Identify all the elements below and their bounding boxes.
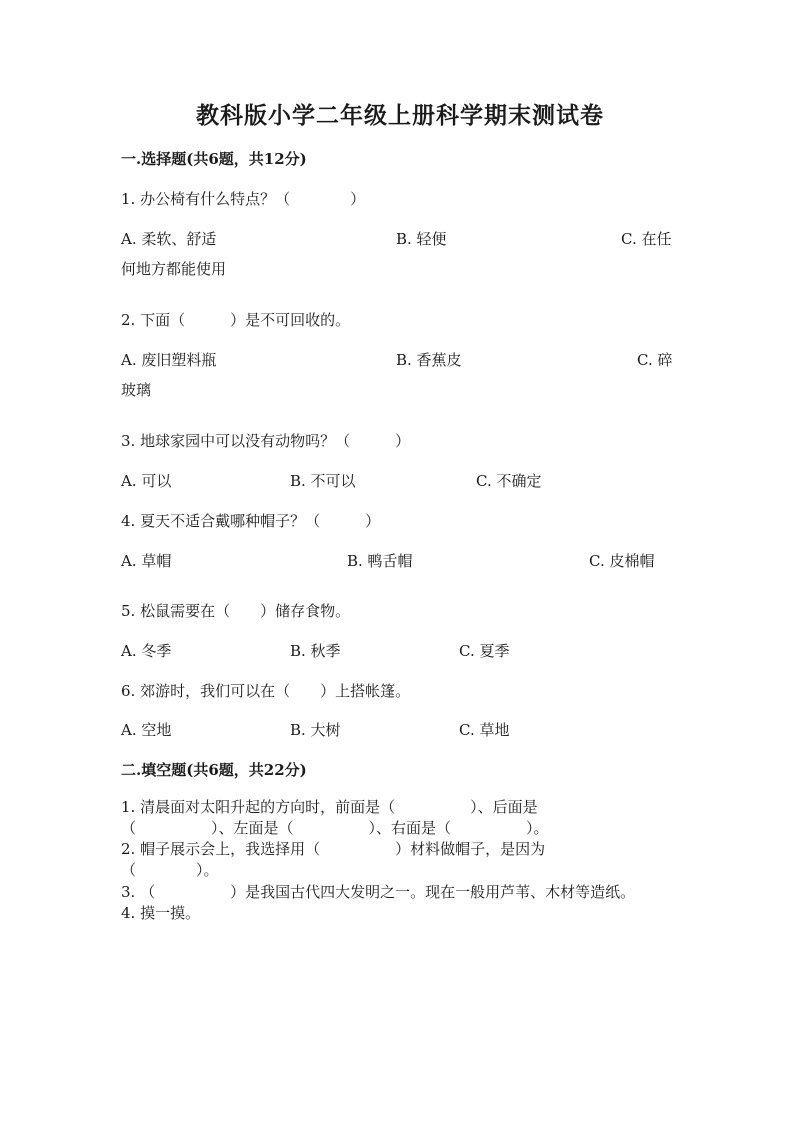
- fill-line-6: 4. 摸一摸。: [121, 904, 201, 922]
- question-3-option-b: B. 不可以: [290, 472, 356, 490]
- fill-line-5: 3. （ ）是我国古代四大发明之一。现在一般用芦苇、木材等造纸。: [121, 883, 636, 901]
- question-6-stem: 6. 郊游时，我们可以在（ ）上搭帐篷。: [121, 682, 411, 700]
- question-4-stem: 4. 夏天不适合戴哪种帽子？（ ）: [121, 512, 381, 530]
- question-1-stem: 1. 办公椅有什么特点？（ ）: [121, 190, 366, 208]
- question-2-option-c-wrap: 玻璃: [121, 381, 152, 399]
- question-6-option-b: B. 大树: [290, 721, 341, 739]
- fill-line-4: （ ）。: [121, 861, 219, 879]
- question-3-stem: 3. 地球家园中可以没有动物吗？（ ）: [121, 432, 411, 450]
- question-1-option-c: C. 在任: [621, 230, 672, 248]
- question-2-option-b: B. 香蕉皮: [396, 351, 462, 369]
- question-3-option-a: A. 可以: [121, 472, 172, 490]
- question-5-option-b: B. 秋季: [290, 642, 341, 660]
- question-5-option-c: C. 夏季: [459, 642, 510, 660]
- fill-line-1: 1. 清晨面对太阳升起的方向时，前面是（ ）、后面是: [121, 798, 538, 816]
- page-title: 教科版小学二年级上册科学期末测试卷: [196, 102, 604, 129]
- question-1-option-c-wrap: 何地方都能使用: [121, 260, 227, 278]
- question-6-option-c: C. 草地: [459, 721, 510, 739]
- question-4-option-a: A. 草帽: [121, 552, 172, 570]
- question-2-option-c: C. 碎: [637, 351, 673, 369]
- question-6-option-a: A. 空地: [121, 721, 172, 739]
- question-4-option-b: B. 鸭舌帽: [347, 552, 413, 570]
- question-1-option-b: B. 轻便: [396, 230, 447, 248]
- question-2-stem: 2. 下面（ ）是不可回收的。: [121, 311, 351, 329]
- question-5-option-a: A. 冬季: [121, 642, 172, 660]
- section-heading-choice: 一.选择题(共6题，共12分): [121, 150, 307, 168]
- fill-line-2: （ ）、左面是（ ）、右面是（ ）。: [121, 819, 549, 837]
- question-4-option-c: C. 皮棉帽: [589, 552, 655, 570]
- question-5-stem: 5. 松鼠需要在（ ）储存食物。: [121, 602, 351, 620]
- question-2-option-a: A. 废旧塑料瓶: [121, 351, 217, 369]
- question-1-option-a: A. 柔软、舒适: [121, 230, 217, 248]
- section-heading-fill-in: 二.填空题(共6题，共22分): [121, 761, 307, 779]
- fill-line-3: 2. 帽子展示会上，我选择用（ ）材料做帽子，是因为: [121, 840, 546, 858]
- question-3-option-c: C. 不确定: [476, 472, 542, 490]
